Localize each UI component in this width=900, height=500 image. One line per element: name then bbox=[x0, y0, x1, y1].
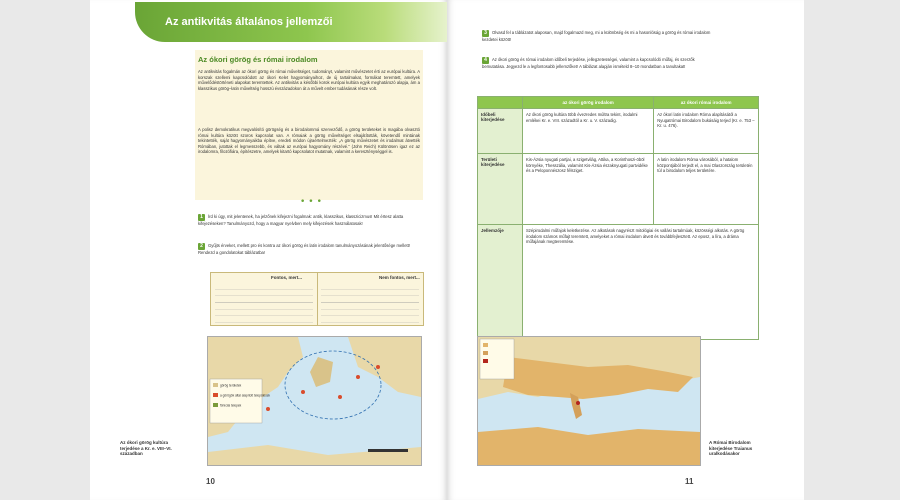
legend-label: föníciai telepek bbox=[220, 403, 242, 408]
legend-swatch-greek bbox=[213, 383, 218, 387]
intro-paragraph-2: A polisz demokratikus megvalósító görögség és a birodalommá szerveződő, a görög területeket is magába olvasztó római kultúra között szoros kapcsolat van. A rómaiak a görög műveltséget elsajátították, követendő mintának tekintették, saját hagyományaikba építve, eredeti módon újraértelmezték: „A görög művészetet és irodalmat átvették Rómában, jutottak el legmesszebb, és váltak az európai hagyomány részévé.” (John Reich) Különösen igaz ez az irodalomra, filozófiára, építészetre, amelyek kitartó kapcsolatot mutatnak, valamint a kereszténységgel is. bbox=[198, 127, 420, 155]
legend-label: görög területek bbox=[220, 383, 242, 388]
colony-marker bbox=[266, 407, 270, 411]
table-divider bbox=[317, 273, 318, 325]
pro-writing-lines bbox=[215, 283, 313, 323]
map-scale-bar bbox=[368, 449, 408, 452]
row-header: Időbeli kiterjedése bbox=[478, 109, 523, 154]
legend-label: a görögök által alapított települések bbox=[220, 393, 271, 398]
left-map-caption: Az ókori görög kultúra terjedése a Kr. e. VIII–VI. században bbox=[120, 440, 172, 457]
question-2-text: Gyűjts érveket, mellett pro és kontra az ókori görög és latin irodalom tanulmányozásának jelentősége mellett! Rendezd a gondolatokat táblázatba! bbox=[198, 243, 411, 255]
table-header-cell: az ókori görög irodalom bbox=[523, 97, 654, 109]
question-3 bbox=[482, 30, 712, 43]
map-graphic bbox=[208, 337, 421, 465]
table-row bbox=[478, 109, 759, 154]
table-cell: Az ókori görög kultúra több évezredes múltra tekint, irodalmi emlékei Kr. e. VIII. századtól a Kr. u. V. századig. bbox=[523, 109, 654, 154]
colony-marker bbox=[338, 395, 342, 399]
question-3-text: Olvasd fel a táblázatot alaposan, majd fogalmazd meg, mi a különbség és mi a hasonlóság a görög és római irodalom kezdetei között! bbox=[482, 30, 711, 42]
con-writing-lines bbox=[321, 283, 419, 323]
intro-paragraph-1: Az antikvitás fogalmán az ókori görög és római műveltséget, tudományt, valamint művészetet érti az európai kultúra. A korszak szellemi kapcsolódott az ókori Kelet hagyományaihoz, de új tartalmakat, formákat teremtett, amelyek művelődéstörténeti alapokat teremtettek. Az antikvitás a későbbi korok európai kultúra egyik meghatározó alapja, ám a klasszikus görög–latin műveltség hosszú évszázadokon át a művelt ember tudásának része volt. bbox=[198, 69, 420, 91]
colony-marker bbox=[356, 375, 360, 379]
empire-africa bbox=[478, 427, 700, 465]
chapter-title: Az antikvitás általános jellemzői bbox=[165, 16, 333, 28]
question-number-2: 2 bbox=[198, 243, 205, 250]
question-1 bbox=[198, 214, 420, 227]
right-page bbox=[447, 0, 804, 500]
question-1-text: Írd ki úgy, mit jelentenek, ha jelzőnek kifejezni fogalmak: antik, klasszikus, klasszicizmus! Mit értesz alatta kifejezéseken? Tanulmányozd, hogy a magyar nyelvben mely kifejezések használatosak! bbox=[198, 214, 404, 226]
colony-marker bbox=[301, 390, 305, 394]
legend-swatch bbox=[483, 359, 488, 363]
question-4-text: Az ókori görög és római irodalom időbeli terjedése, jellegzetességei, valamint a kapcsolódó műfaj, és szerzők bemutatása. Jegyezd le a legfontosabb jellemzőket! A táblázat alapján ismételd 8–10 mondatban a tanultakat! bbox=[482, 57, 695, 69]
row-header: Területi kiterjedése bbox=[478, 154, 523, 225]
table-cell: Kis-Ázsia nyugati partjai, a szigetvilág, Attika, a Korinthoszi-öböl környéke, Thesszália, valamint Kis-Ázsia északnyugati partvidéke és a Peloponnészosz félsziget. bbox=[523, 154, 654, 225]
section-title: Az ókori görög és római irodalom bbox=[198, 55, 318, 64]
map-graphic bbox=[478, 337, 700, 465]
land-south bbox=[208, 445, 421, 465]
rome-marker bbox=[576, 401, 580, 405]
separator-dots: ••• bbox=[300, 197, 325, 207]
greek-mainland bbox=[310, 357, 333, 387]
question-4 bbox=[482, 57, 712, 70]
pro-con-table bbox=[210, 272, 424, 326]
legend-swatch-colony bbox=[213, 393, 218, 397]
left-page bbox=[90, 0, 447, 500]
land-east bbox=[348, 337, 421, 397]
legend-swatch-phoenician bbox=[213, 403, 218, 407]
right-page-number: 11 bbox=[685, 477, 694, 486]
question-number-4: 4 bbox=[482, 57, 489, 64]
legend-swatch bbox=[483, 343, 488, 347]
table-header-cell: az ókori római irodalom bbox=[654, 97, 759, 109]
legend-swatch bbox=[483, 351, 488, 355]
row-header: Jellemzője bbox=[478, 225, 523, 340]
con-column-header: Nem fontos, mert... bbox=[379, 275, 420, 280]
table-cell: Az ókori latin irodalom Róma alapításától a Nyugatrómai Birodalom bukásáig terjed (Kr. e. 753 – Kr. u. 476). bbox=[654, 109, 759, 154]
question-number-3: 3 bbox=[482, 30, 489, 37]
table-row bbox=[478, 225, 759, 340]
book-spread bbox=[90, 0, 805, 500]
left-page-number: 10 bbox=[206, 477, 215, 486]
pro-column-header: Fontos, mert... bbox=[271, 275, 303, 280]
roman-empire-map bbox=[477, 336, 701, 466]
greek-colonization-map bbox=[207, 336, 422, 466]
table-cell: Szépirodalmi műfajok keletkezése. Az alkotások nagyrészt mitológiai és vallási tartalmúak, közösségi alkotás. A görög irodalom számos műfajt teremtett, amelyeket a római irodalom átvett és továbbfejlesztett. Az eposz, a líra, a dráma műfajának megteremtése. bbox=[523, 225, 759, 340]
table-cell: A latin irodalom Róma városából, a hatalom központjából terjedt el, a mai Olaszország területén túl a birodalom teljes területére. bbox=[654, 154, 759, 225]
colony-marker bbox=[376, 365, 380, 369]
table-header-row bbox=[478, 97, 759, 109]
right-map-caption: A Római Birodalom kiterjedése Traianus uralkodásakor bbox=[709, 440, 753, 457]
comparison-table bbox=[477, 96, 759, 340]
chapter-header bbox=[135, 2, 447, 42]
table-header-cell bbox=[478, 97, 523, 109]
table-row bbox=[478, 154, 759, 225]
question-number-1: 1 bbox=[198, 214, 205, 221]
question-2 bbox=[198, 243, 420, 256]
trade-route-ring bbox=[285, 351, 381, 419]
